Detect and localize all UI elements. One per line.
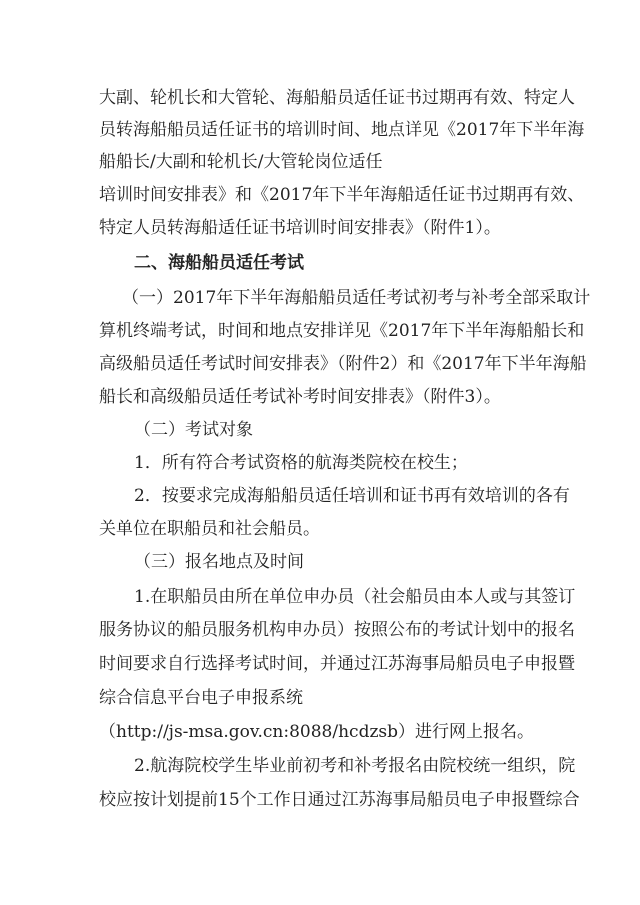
subheading-2: （二）考试对象 (134, 420, 253, 440)
subheading-3: （三）报名地点及时间 (134, 552, 304, 572)
text-line-19: 综合信息平台电子申报系统 (99, 688, 303, 708)
text-line-8: 算机终端考试，时间和地点安排详见《2017年下半年海船船长和 (99, 321, 585, 341)
text-line-16: 1.在职船员由所在单位申办员（社会船员由本人或与其签订 (134, 587, 576, 607)
text-line-2: 员转海船船员适任证书的培训时间、地点详见《2017年下半年海 (99, 120, 585, 140)
text-line-3: 船船长/大副和轮机长/大管轮岗位适任 (99, 152, 383, 172)
text-line-18: 时间要求自行选择考试时间，并通过江苏海事局船员电子申报暨 (99, 654, 575, 674)
text-line-4: 培训时间安排表》和《2017年下半年海船适任证书过期再有效、 (99, 185, 585, 205)
text-line-13: 2．按要求完成海船船员适任培训和证书再有效培训的各有 (134, 486, 570, 506)
text-line-1: 大副、轮机长和大管轮、海船船员适任证书过期再有效、特定人 (99, 88, 575, 108)
text-line-14: 关单位在职船员和社会船员。 (99, 519, 320, 539)
section-heading: 二、海船船员适任考试 (134, 253, 304, 273)
text-line-21: 2.航海院校学生毕业前初考和补考报名由院校统一组织，院 (134, 756, 576, 776)
text-line-22: 校应按计划提前15个工作日通过江苏海事局船员电子申报暨综合 (99, 790, 580, 810)
text-line-5: 特定人员转海船适任证书培训时间安排表》（附件1）。 (99, 218, 501, 238)
url-line: （http://js-msa.gov.cn:8088/hcdzsb）进行网上报名。 (99, 722, 535, 742)
text-line-12: 1．所有符合考试资格的航海类院校在校生； (134, 453, 468, 473)
text-line-9: 高级船员适任考试时间安排表》（附件2）和《2017年下半年海船 (99, 354, 587, 374)
text-line-17: 服务协议的船员服务机构申办员）按照公布的考试计划中的报名 (99, 620, 575, 640)
text-line-7: （一）2017年下半年海船船员适任考试初考与补考全部采取计 (122, 288, 591, 308)
text-line-10: 船长和高级船员适任考试补考时间安排表》（附件3）。 (99, 387, 501, 407)
